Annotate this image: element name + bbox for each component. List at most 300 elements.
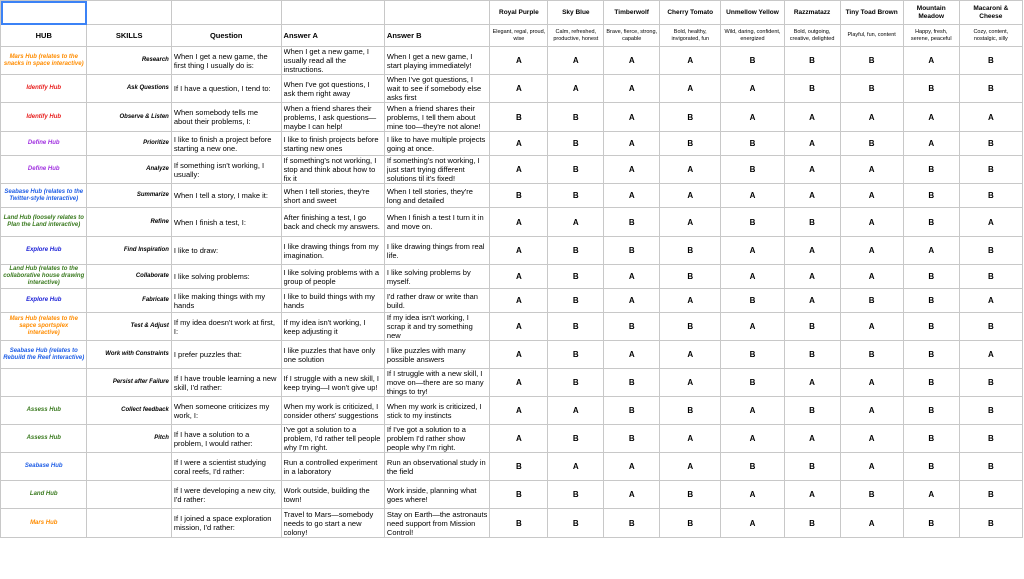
vote-cell[interactable]: A [903, 103, 959, 132]
skill-cell[interactable] [87, 481, 171, 509]
vote-cell[interactable]: A [604, 103, 660, 132]
skill-cell[interactable]: Fabricate [87, 289, 171, 313]
vote-cell[interactable]: A [721, 184, 784, 208]
column-name[interactable]: Razzmatazz [784, 1, 840, 25]
vote-cell[interactable]: B [548, 184, 604, 208]
hub-cell[interactable]: Define Hub [1, 132, 87, 156]
skill-cell[interactable]: Observe & Listen [87, 103, 171, 132]
header-question[interactable]: Question [171, 25, 281, 47]
column-name[interactable]: Unmellow Yellow [721, 1, 784, 25]
vote-cell[interactable]: B [604, 237, 660, 265]
empty-header-cell[interactable] [281, 1, 384, 25]
vote-cell[interactable]: A [604, 341, 660, 369]
question-cell[interactable]: When someone criticizes my work, I: [171, 397, 281, 425]
vote-cell[interactable]: B [660, 265, 721, 289]
vote-cell[interactable]: B [959, 425, 1022, 453]
vote-cell[interactable]: B [721, 208, 784, 237]
hub-cell[interactable] [1, 369, 87, 397]
answer-a-cell[interactable] [281, 265, 384, 289]
vote-cell[interactable]: A [490, 208, 548, 237]
answer-a-cell[interactable] [281, 156, 384, 184]
vote-cell[interactable]: B [903, 509, 959, 538]
vote-cell[interactable]: B [490, 509, 548, 538]
vote-cell[interactable]: A [840, 237, 903, 265]
answer-b-cell[interactable] [384, 289, 489, 313]
answer-b-cell[interactable] [384, 47, 489, 75]
vote-cell[interactable]: A [959, 208, 1022, 237]
skill-cell[interactable]: Test & Adjust [87, 313, 171, 341]
hub-cell[interactable]: Seabase Hub (relates to Rebuild the Reef interactive) [1, 341, 87, 369]
vote-cell[interactable]: B [903, 184, 959, 208]
vote-cell[interactable]: A [840, 425, 903, 453]
vote-cell[interactable]: B [959, 397, 1022, 425]
answer-a-text: When a friend shares their problems, I ask questions—maybe I can help! [283, 103, 377, 131]
question-cell[interactable]: If I were developing a new city, I'd rather: [171, 481, 281, 509]
vote-cell[interactable]: A [721, 509, 784, 538]
vote-cell[interactable]: A [840, 313, 903, 341]
vote-cell[interactable]: B [903, 425, 959, 453]
answer-a-cell[interactable] [281, 453, 384, 481]
hub-cell[interactable]: Explore Hub [1, 237, 87, 265]
answer-a-cell[interactable] [281, 509, 384, 538]
vote-cell[interactable]: B [604, 369, 660, 397]
column-name[interactable]: Tiny Toad Brown [840, 1, 903, 25]
column-name[interactable]: Timberwolf [604, 1, 660, 25]
skill-cell[interactable]: Find Inspiration [87, 237, 171, 265]
vote-cell[interactable]: B [784, 341, 840, 369]
vote-cell[interactable]: A [660, 208, 721, 237]
vote-cell[interactable]: B [959, 132, 1022, 156]
column-name[interactable]: Sky Blue [548, 1, 604, 25]
vote-cell[interactable]: A [721, 313, 784, 341]
answer-a-text: Run a controlled experiment in a laboratory [283, 457, 378, 476]
answer-b-cell[interactable] [384, 453, 489, 481]
vote-cell[interactable]: B [721, 156, 784, 184]
vote-cell[interactable]: B [660, 397, 721, 425]
vote-cell[interactable]: B [784, 313, 840, 341]
vote-cell[interactable]: B [548, 313, 604, 341]
skill-cell[interactable]: Analyze [87, 156, 171, 184]
question-cell[interactable]: If something isn't working, I usually: [171, 156, 281, 184]
column-description[interactable]: Bold, outgoing, creative, delighted [784, 25, 840, 47]
vote-cell[interactable]: A [784, 369, 840, 397]
empty-header-cell[interactable] [87, 1, 171, 25]
vote-cell[interactable]: B [959, 75, 1022, 103]
vote-cell[interactable]: B [548, 237, 604, 265]
vote-cell[interactable]: B [721, 47, 784, 75]
vote-cell[interactable]: B [548, 103, 604, 132]
vote-cell[interactable]: A [490, 341, 548, 369]
selected-cell[interactable] [1, 1, 87, 25]
vote-cell[interactable]: B [959, 313, 1022, 341]
vote-cell[interactable]: A [840, 509, 903, 538]
vote-cell[interactable]: A [490, 289, 548, 313]
question-cell[interactable]: If I joined a space exploration mission, I'd rather: [171, 509, 281, 538]
skill-cell[interactable]: Collaborate [87, 265, 171, 289]
column-name[interactable]: Macaroni & Cheese [959, 1, 1022, 25]
vote-cell[interactable]: A [490, 265, 548, 289]
vote-cell[interactable]: B [548, 369, 604, 397]
vote-cell[interactable]: B [903, 156, 959, 184]
question-cell[interactable]: If I have a solution to a problem, I would rather: [171, 425, 281, 453]
table-row [1, 75, 1023, 103]
hub-cell[interactable]: Seabase Hub (relates to the Twitter-style interactive) [1, 184, 87, 208]
vote-cell[interactable]: A [548, 397, 604, 425]
vote-cell[interactable]: A [604, 47, 660, 75]
vote-cell[interactable]: A [490, 313, 548, 341]
answer-a-cell[interactable] [281, 369, 384, 397]
vote-cell[interactable]: B [548, 265, 604, 289]
vote-cell[interactable]: B [959, 509, 1022, 538]
answer-b-text: I like puzzles with many possible answers [386, 345, 466, 364]
vote-cell[interactable]: A [548, 47, 604, 75]
column-name[interactable]: Royal Purple [490, 1, 548, 25]
answer-a-cell[interactable] [281, 237, 384, 265]
vote-cell[interactable]: A [840, 265, 903, 289]
vote-cell[interactable]: B [959, 156, 1022, 184]
column-description[interactable]: Wild, daring, confident, energized [721, 25, 784, 47]
table-row [1, 369, 1023, 397]
vote-cell[interactable]: B [903, 341, 959, 369]
vote-cell[interactable]: A [604, 453, 660, 481]
vote-cell[interactable]: A [840, 184, 903, 208]
vote-cell[interactable]: B [660, 481, 721, 509]
skill-cell[interactable]: Work with Constraints [87, 341, 171, 369]
vote-cell[interactable]: A [721, 397, 784, 425]
question-cell[interactable]: When I finish a test, I: [171, 208, 281, 237]
vote-cell[interactable]: B [548, 289, 604, 313]
vote-cell[interactable]: B [660, 103, 721, 132]
question-cell[interactable]: If my idea doesn't work at first, I: [171, 313, 281, 341]
vote-cell[interactable]: A [721, 481, 784, 509]
hub-cell[interactable]: Explore Hub [1, 289, 87, 313]
answer-b-cell[interactable] [384, 184, 489, 208]
vote-cell[interactable]: A [903, 237, 959, 265]
vote-cell[interactable]: B [604, 208, 660, 237]
vote-cell[interactable]: B [721, 341, 784, 369]
vote-cell[interactable]: A [660, 47, 721, 75]
column-name[interactable]: Cherry Tomato [660, 1, 721, 25]
vote-cell[interactable]: B [548, 132, 604, 156]
vote-cell[interactable]: A [784, 132, 840, 156]
answer-b-cell[interactable] [384, 103, 489, 132]
vote-cell[interactable]: B [840, 132, 903, 156]
answer-a-text: I like drawing things from my imagination. [283, 241, 379, 260]
vote-cell[interactable]: A [604, 265, 660, 289]
header-hub[interactable]: HUB [1, 25, 87, 47]
vote-cell[interactable]: A [490, 369, 548, 397]
skill-cell[interactable] [87, 509, 171, 538]
skill-cell[interactable]: Refine [87, 208, 171, 237]
vote-cell[interactable]: B [604, 397, 660, 425]
vote-cell[interactable]: B [959, 47, 1022, 75]
vote-cell[interactable]: A [660, 341, 721, 369]
vote-cell[interactable]: B [604, 425, 660, 453]
vote-cell[interactable]: A [840, 208, 903, 237]
answer-b-text: Work inside, planning what goes where! [386, 485, 477, 504]
vote-cell[interactable]: B [660, 237, 721, 265]
answer-b-cell[interactable] [384, 509, 489, 538]
vote-cell[interactable]: A [721, 265, 784, 289]
vote-cell[interactable]: A [490, 132, 548, 156]
vote-cell[interactable]: A [784, 103, 840, 132]
vote-cell[interactable]: A [604, 156, 660, 184]
vote-cell[interactable]: B [903, 208, 959, 237]
hub-cell[interactable]: Identify Hub [1, 103, 87, 132]
answer-a-cell[interactable] [281, 47, 384, 75]
header-skills[interactable]: SKILLS [87, 25, 171, 47]
vote-cell[interactable]: A [903, 132, 959, 156]
vote-cell[interactable]: A [490, 425, 548, 453]
vote-cell[interactable]: A [784, 425, 840, 453]
hub-cell[interactable]: Mars Hub (relates to the snacks in space interactive) [1, 47, 87, 75]
vote-cell[interactable]: B [548, 156, 604, 184]
answer-a-text: When I tell stories, they're short and sweet [283, 186, 370, 205]
hub-cell[interactable]: Land Hub (loosely relates to Plan the Land interactive) [1, 208, 87, 237]
answer-b-text: Run an observational study in the field [386, 457, 486, 476]
question-cell[interactable]: When somebody tells me about their problems, I: [171, 103, 281, 132]
vote-cell[interactable]: B [548, 509, 604, 538]
question-cell[interactable]: When I get a new game, the first thing I usually do is: [171, 47, 281, 75]
vote-cell[interactable]: B [903, 369, 959, 397]
vote-cell[interactable]: A [660, 453, 721, 481]
vote-cell[interactable]: B [903, 265, 959, 289]
vote-cell[interactable]: A [604, 132, 660, 156]
vote-cell[interactable]: B [721, 132, 784, 156]
answer-b-cell[interactable] [384, 208, 489, 237]
vote-cell[interactable]: B [660, 132, 721, 156]
table-row [1, 289, 1023, 313]
vote-cell[interactable]: A [548, 75, 604, 103]
vote-cell[interactable]: A [604, 289, 660, 313]
hub-cell[interactable]: Seabase Hub [1, 453, 87, 481]
vote-cell[interactable]: B [660, 313, 721, 341]
answer-b-text: When I've got questions, I wait to see if somebody else asks first [386, 75, 482, 102]
empty-header-cell[interactable] [171, 1, 281, 25]
hub-cell[interactable]: Identify Hub [1, 75, 87, 103]
question-cell[interactable]: I like making things with my hands [171, 289, 281, 313]
answer-b-text: I like to have multiple projects going at once. [386, 134, 486, 153]
skill-cell[interactable]: Collect feedback [87, 397, 171, 425]
skill-cell[interactable]: Summarize [87, 184, 171, 208]
question-cell[interactable]: I like to finish a project before starting a new one. [171, 132, 281, 156]
answer-a-cell[interactable] [281, 481, 384, 509]
answer-a-cell[interactable] [281, 103, 384, 132]
vote-cell[interactable]: B [903, 75, 959, 103]
vote-cell[interactable]: B [548, 341, 604, 369]
vote-cell[interactable]: A [604, 75, 660, 103]
vote-cell[interactable]: B [604, 509, 660, 538]
answer-a-text: I like to build things with my hands [283, 291, 375, 310]
column-description[interactable]: Brave, fierce, strong, capable [604, 25, 660, 47]
column-description[interactable]: Playful, fun, content [840, 25, 903, 47]
question-cell[interactable]: When I tell a story, I make it: [171, 184, 281, 208]
answer-a-cell[interactable] [281, 132, 384, 156]
vote-cell[interactable]: A [490, 237, 548, 265]
vote-cell[interactable]: A [490, 75, 548, 103]
vote-cell[interactable]: A [959, 103, 1022, 132]
hub-cell[interactable]: Land Hub [1, 481, 87, 509]
answer-b-cell[interactable] [384, 156, 489, 184]
vote-cell[interactable]: B [959, 453, 1022, 481]
vote-cell[interactable]: B [548, 481, 604, 509]
vote-cell[interactable]: B [959, 237, 1022, 265]
vote-cell[interactable]: A [721, 75, 784, 103]
vote-cell[interactable]: A [784, 481, 840, 509]
vote-cell[interactable]: A [604, 184, 660, 208]
column-description[interactable]: Bold, healthy, invigorated, fun [660, 25, 721, 47]
vote-cell[interactable]: A [840, 369, 903, 397]
hub-cell[interactable]: Land Hub (relates to the collaborative house drawing interactive) [1, 265, 87, 289]
vote-cell[interactable]: A [660, 156, 721, 184]
answer-b-cell[interactable] [384, 313, 489, 341]
question-cell[interactable]: I like to draw: [171, 237, 281, 265]
vote-cell[interactable]: B [903, 289, 959, 313]
answer-b-text: If my idea isn't working, I scrap it and try something new [386, 313, 473, 340]
answer-b-cell[interactable] [384, 341, 489, 369]
table-row [1, 481, 1023, 509]
vote-cell[interactable]: A [721, 103, 784, 132]
skill-cell[interactable]: Persist after Failure [87, 369, 171, 397]
column-description[interactable]: Cozy, content, nostalgic, silly [959, 25, 1022, 47]
skill-cell[interactable] [87, 453, 171, 481]
vote-cell[interactable]: A [784, 156, 840, 184]
skill-cell[interactable]: Prioritize [87, 132, 171, 156]
vote-cell[interactable]: A [784, 289, 840, 313]
vote-cell[interactable]: B [959, 184, 1022, 208]
vote-cell[interactable]: A [660, 75, 721, 103]
vote-cell[interactable]: A [660, 369, 721, 397]
vote-cell[interactable]: A [959, 341, 1022, 369]
answer-b-cell[interactable] [384, 425, 489, 453]
answer-a-cell[interactable] [281, 341, 384, 369]
answer-a-text: When I get a new game, I usually read all the instructions. [283, 47, 370, 74]
vote-cell[interactable]: A [784, 184, 840, 208]
column-description[interactable]: Happy, fresh, serene, peaceful [903, 25, 959, 47]
answer-b-cell[interactable] [384, 397, 489, 425]
answer-b-cell[interactable] [384, 75, 489, 103]
vote-cell[interactable]: B [721, 289, 784, 313]
hub-cell[interactable]: Assess Hub [1, 425, 87, 453]
vote-cell[interactable]: A [660, 289, 721, 313]
vote-cell[interactable]: B [784, 397, 840, 425]
vote-cell[interactable]: B [840, 341, 903, 369]
vote-cell[interactable]: A [490, 47, 548, 75]
skill-cell[interactable]: Pitch [87, 425, 171, 453]
vote-cell[interactable]: B [959, 265, 1022, 289]
table-row [1, 132, 1023, 156]
vote-cell[interactable]: B [490, 453, 548, 481]
vote-cell[interactable]: B [903, 397, 959, 425]
answer-a-cell[interactable] [281, 75, 384, 103]
vote-cell[interactable]: B [840, 75, 903, 103]
vote-cell[interactable]: B [903, 453, 959, 481]
vote-cell[interactable]: A [959, 289, 1022, 313]
question-cell[interactable]: I prefer puzzles that: [171, 341, 281, 369]
answer-b-cell[interactable] [384, 237, 489, 265]
answer-b-text: If something's not working, I just start trying different solutions til it's fixed! [386, 156, 480, 183]
vote-cell[interactable]: B [784, 509, 840, 538]
answer-a-cell[interactable] [281, 425, 384, 453]
vote-cell[interactable]: B [490, 184, 548, 208]
answer-b-cell[interactable] [384, 132, 489, 156]
vote-cell[interactable]: B [959, 481, 1022, 509]
vote-cell[interactable]: B [660, 509, 721, 538]
vote-cell[interactable]: B [784, 75, 840, 103]
hub-cell[interactable]: Define Hub [1, 156, 87, 184]
vote-cell[interactable]: B [903, 313, 959, 341]
vote-cell[interactable]: A [840, 453, 903, 481]
vote-cell[interactable]: A [548, 208, 604, 237]
vote-cell[interactable]: B [959, 369, 1022, 397]
answer-b-cell[interactable] [384, 369, 489, 397]
column-name[interactable]: Mountain Meadow [903, 1, 959, 25]
answer-a-text: I like solving problems with a group of people [283, 267, 380, 286]
header-answer-a[interactable]: Answer A [281, 25, 384, 47]
vote-cell[interactable]: B [721, 369, 784, 397]
vote-cell[interactable]: A [604, 481, 660, 509]
vote-cell[interactable]: B [840, 289, 903, 313]
hub-cell[interactable]: Mars Hub [1, 509, 87, 538]
vote-cell[interactable]: B [840, 47, 903, 75]
question-cell[interactable]: If I were a scientist studying coral reefs, I'd rather: [171, 453, 281, 481]
question-cell[interactable]: I like solving problems: [171, 265, 281, 289]
answer-a-cell[interactable] [281, 208, 384, 237]
vote-cell[interactable]: A [721, 237, 784, 265]
vote-cell[interactable]: A [660, 425, 721, 453]
answer-a-cell[interactable] [281, 184, 384, 208]
answer-b-text: When I tell stories, they're long and detailed [386, 186, 473, 205]
answer-a-cell[interactable] [281, 397, 384, 425]
vote-cell[interactable]: A [840, 397, 903, 425]
vote-cell[interactable]: A [840, 156, 903, 184]
column-description[interactable]: Elegant, regal, proud, wise [490, 25, 548, 47]
hub-cell[interactable]: Assess Hub [1, 397, 87, 425]
vote-cell[interactable]: A [490, 156, 548, 184]
skill-cell[interactable]: Research [87, 47, 171, 75]
vote-cell[interactable]: B [784, 208, 840, 237]
vote-cell[interactable]: A [784, 237, 840, 265]
vote-cell[interactable]: A [903, 47, 959, 75]
vote-cell[interactable]: A [784, 265, 840, 289]
vote-cell[interactable]: A [840, 103, 903, 132]
vote-cell[interactable]: B [840, 481, 903, 509]
vote-cell[interactable]: B [490, 103, 548, 132]
answer-b-cell[interactable] [384, 481, 489, 509]
header-answer-b[interactable]: Answer B [384, 25, 489, 47]
vote-cell[interactable]: A [660, 184, 721, 208]
vote-cell[interactable]: A [903, 481, 959, 509]
answer-a-cell[interactable] [281, 289, 384, 313]
vote-cell[interactable]: B [490, 481, 548, 509]
question-cell[interactable]: If I have trouble learning a new skill, I'd rather: [171, 369, 281, 397]
answer-b-cell[interactable] [384, 265, 489, 289]
vote-cell[interactable]: B [548, 425, 604, 453]
hub-cell[interactable]: Mars Hub (relates to the sapce sportsplex interactive) [1, 313, 87, 341]
vote-cell[interactable]: B [784, 47, 840, 75]
skill-cell[interactable]: Ask Questions [87, 75, 171, 103]
vote-cell[interactable]: A [490, 397, 548, 425]
vote-cell[interactable]: B [721, 453, 784, 481]
vote-cell[interactable]: B [604, 313, 660, 341]
vote-cell[interactable]: A [548, 453, 604, 481]
vote-cell[interactable]: A [721, 425, 784, 453]
empty-header-cell[interactable] [384, 1, 489, 25]
column-description[interactable]: Calm, refreshed, productive, honest [548, 25, 604, 47]
answer-a-cell[interactable] [281, 313, 384, 341]
question-cell[interactable]: If I have a question, I tend to: [171, 75, 281, 103]
vote-cell[interactable]: B [784, 453, 840, 481]
